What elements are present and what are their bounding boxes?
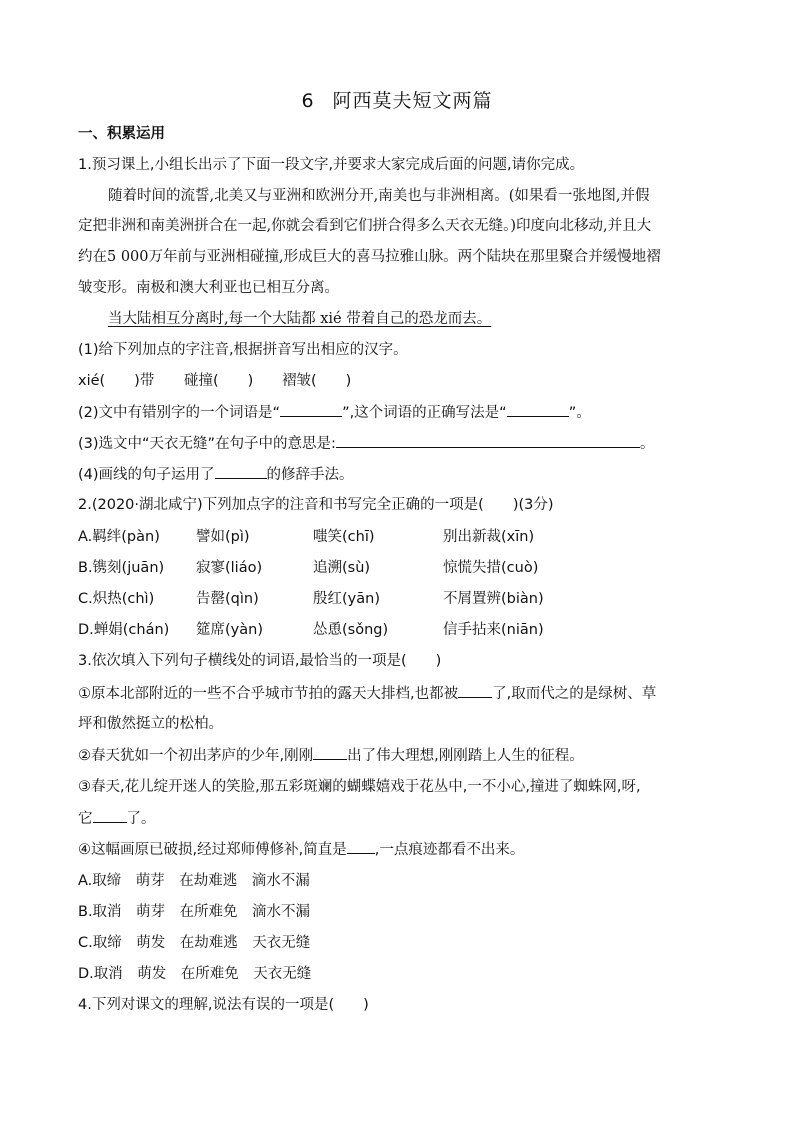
q3-sentence-4: ④这幅画原已破损,经过郑师傅修补,简直是 ,一点痕迹都看不出来。 [78, 839, 524, 860]
q1-item-pengzhuang: 碰撞( ) [184, 373, 254, 389]
answer-blank[interactable] [215, 464, 267, 479]
q2-option-a1: A.羁绊(pàn) [78, 529, 160, 545]
answer-blank[interactable] [458, 683, 492, 698]
question-3-stem: 3.依次填入下列句子横线处的词语,最恰当的一项是( ) [78, 653, 442, 669]
q2-option-d4: 信手拈来(niān) [443, 622, 544, 638]
lesson-number: 6 [301, 90, 315, 112]
q2-option-d3: 怂恿(sǒng) [313, 622, 389, 638]
passage-line-2: 定把非洲和南美洲拼合在一起,你就会看到它们拼合得多么天衣无缝。)印度向北移动,并且大 [78, 218, 652, 234]
q2-option-a3: 嗤笑(chī) [313, 529, 375, 545]
answer-blank[interactable] [336, 433, 640, 448]
q3-option-c: C.取缔 萌发 在劫难逃 天衣无缝 [78, 935, 311, 951]
q2-option-c2: 告罄(qìn) [196, 591, 259, 607]
q3-option-d: D.取消 萌发 在所难免 天衣无缝 [78, 966, 312, 982]
q2-option-d1: D.蝉娟(chán) [78, 622, 170, 638]
question-1-stem: 1.预习课上,小组长出示了下面一段文字,并要求大家完成后面的问题,请你完成。 [78, 157, 585, 173]
q1-part4: (4)画线的句子运用了 的修辞手法。 [78, 464, 354, 485]
passage-line-1: 随着时间的流誓,北美又与亚洲和欧洲分开,南美也与非洲相离。(如果看一张地图,并假 [108, 188, 650, 204]
q1-item-xie: xié( )带 [78, 373, 155, 389]
q2-option-c3: 殷红(yān) [313, 591, 380, 607]
q2-option-d2: 筵席(yàn) [196, 622, 263, 638]
q1-part1: (1)给下列加点的字注音,根据拼音写出相应的汉字。 [78, 342, 408, 358]
passage-line-4: 皱变形。南极和澳大利亚也已相互分离。 [78, 280, 339, 296]
page-title [0, 86, 794, 113]
q3-sentence-3-cont: 它 了。 [78, 808, 156, 829]
q2-option-b4: 惊慌失措(cuò) [443, 560, 539, 576]
answer-blank[interactable] [347, 839, 375, 854]
lesson-title: 阿西莫夫短文两篇 [332, 90, 493, 112]
q3-sentence-2: ②春天犹如一个初出茅庐的少年,刚刚 出了伟大理想,刚刚踏上人生的征程。 [78, 745, 584, 766]
question-4-stem: 4.下列对课文的理解,说法有误的一项是( ) [78, 997, 369, 1013]
answer-blank[interactable] [93, 808, 127, 823]
q2-option-c1: C.炽热(chì) [78, 591, 155, 607]
answer-blank[interactable] [280, 402, 342, 417]
answer-blank[interactable] [507, 402, 569, 417]
question-2-stem: 2.(2020·湖北咸宁)下列加点字的注音和书写完全正确的一项是( )(3分) [78, 497, 554, 513]
q2-option-c4: 不屑置辨(biàn) [443, 591, 544, 607]
q2-option-a4: 别出新裁(xīn) [443, 529, 535, 545]
q3-sentence-1: ①原本北部附近的一些不合乎城市节拍的露天大排档,也都被 了,取而代之的是绿树、草 [78, 683, 656, 704]
underlined-sentence: 当大陆相互分离时,每一个大陆都 xié 带着自己的恐龙而去。 [108, 311, 492, 327]
q3-option-a: A.取缔 萌芽 在劫难逃 滴水不漏 [78, 873, 310, 889]
q1-item-zhezhou: 褶皱( ) [282, 373, 352, 389]
section-heading: 一、积累运用 [78, 126, 165, 142]
q1-part2: (2)文中有错别字的一个词语是“ ”,这个词语的正确写法是“ ”。 [78, 402, 591, 423]
answer-blank[interactable] [313, 745, 347, 760]
q3-sentence-3: ③春天,花儿绽开迷人的笑脸,那五彩斑斓的蝴蝶嬉戏于花丛中,一不小心,撞进了蜘蛛网,呀, [78, 779, 641, 795]
q1-part3: (3)选文中“天衣无缝”在句子中的意思是: 。 [78, 433, 654, 454]
q3-option-b: B.取消 萌芽 在所难免 滴水不漏 [78, 904, 311, 920]
passage-line-3: 约在5 000万年前与亚洲相碰撞,形成巨大的喜马拉雅山脉。两个陆块在那里聚合并缓慢地褶 [78, 249, 661, 265]
q2-option-b3: 追溯(sù) [313, 560, 371, 576]
q3-sentence-1-cont: 坪和傲然挺立的松柏。 [78, 716, 223, 732]
q2-option-b2: 寂寥(liáo) [196, 560, 263, 576]
q2-option-a2: 譬如(pì) [196, 529, 250, 545]
q2-option-b1: B.镌刻(juān) [78, 560, 165, 576]
